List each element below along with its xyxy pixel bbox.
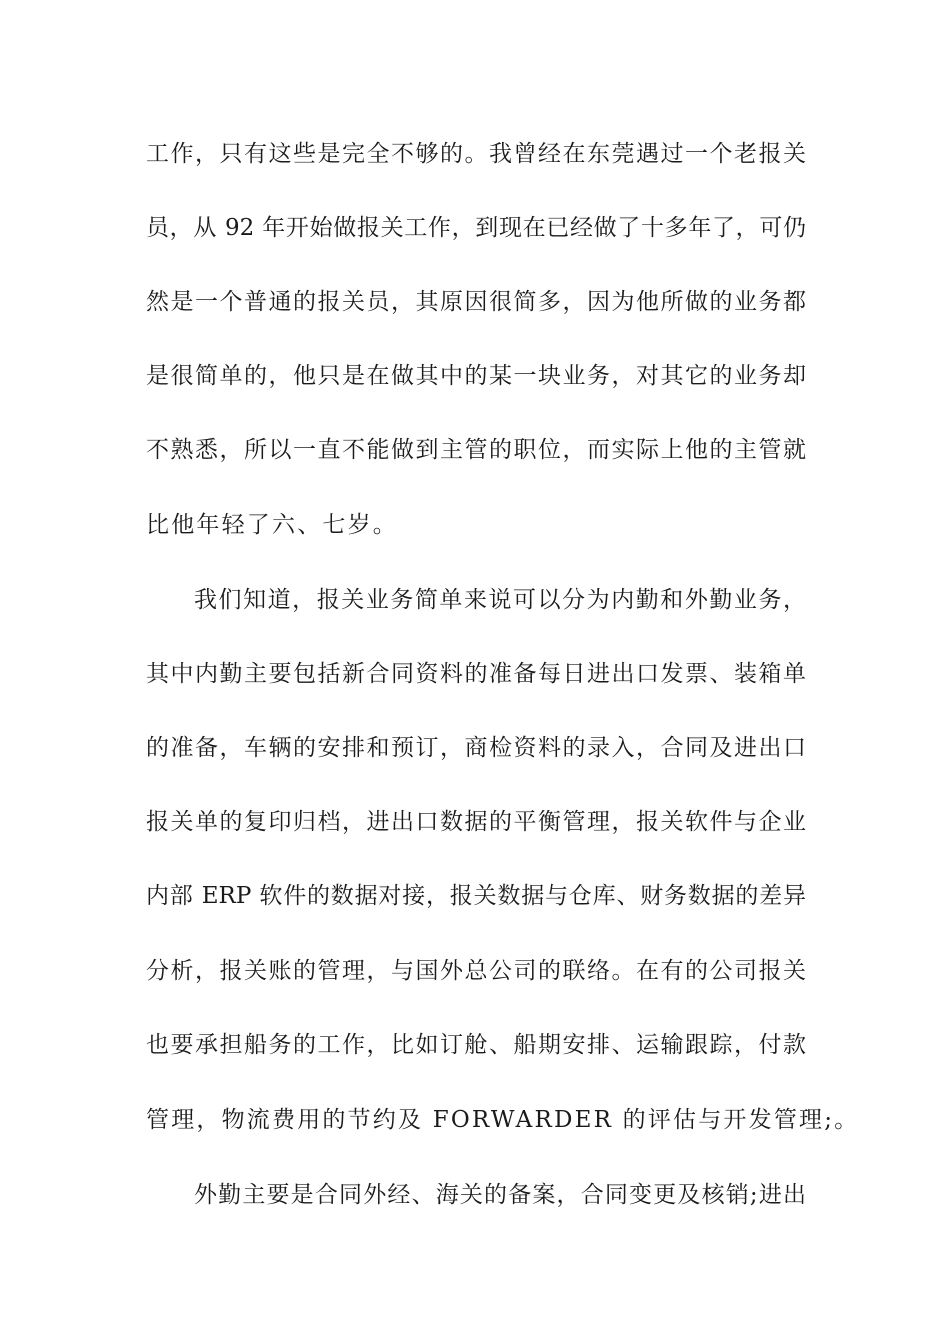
text-line: 然是一个普通的报关员，其原因很简多，因为他所做的业务都 <box>146 289 806 315</box>
paragraph-first-line: 外勤主要是合同外经、海关的备案，合同变更及核销;进出 <box>194 1182 806 1208</box>
text-line: 工作，只有这些是完全不够的。我曾经在东莞遇过一个老报关 <box>146 141 806 167</box>
text-line: 不熟悉，所以一直不能做到主管的职位，而实际上他的主管就 <box>146 437 806 463</box>
text-line: 报关单的复印归档，进出口数据的平衡管理，报关软件与企业 <box>146 809 806 835</box>
text-line: 管理，物流费用的节约及 FORWARDER 的评估与开发管理;。 <box>146 1107 860 1133</box>
text-line: 也要承担船务的工作，比如订舱、船期安排、运输跟踪，付款 <box>146 1032 806 1058</box>
paragraph-first-line: 我们知道，报关业务简单来说可以分为内勤和外勤业务， <box>194 587 806 613</box>
text-line: 是很简单的，他只是在做其中的某一块业务，对其它的业务却 <box>146 363 806 389</box>
text-line: 员，从 92 年开始做报关工作，到现在已经做了十多年了，可仍 <box>146 215 806 241</box>
text-line: 比他年轻了六、七岁。 <box>146 512 398 538</box>
text-line: 的准备，车辆的安排和预订，商检资料的录入，合同及进出口 <box>146 735 806 761</box>
text-line: 内部 ERP 软件的数据对接，报关数据与仓库、财务数据的差异 <box>146 883 806 909</box>
text-line: 其中内勤主要包括新合同资料的准备每日进出口发票、装箱单 <box>146 661 806 687</box>
text-line: 分析，报关账的管理，与国外总公司的联络。在有的公司报关 <box>146 958 806 984</box>
